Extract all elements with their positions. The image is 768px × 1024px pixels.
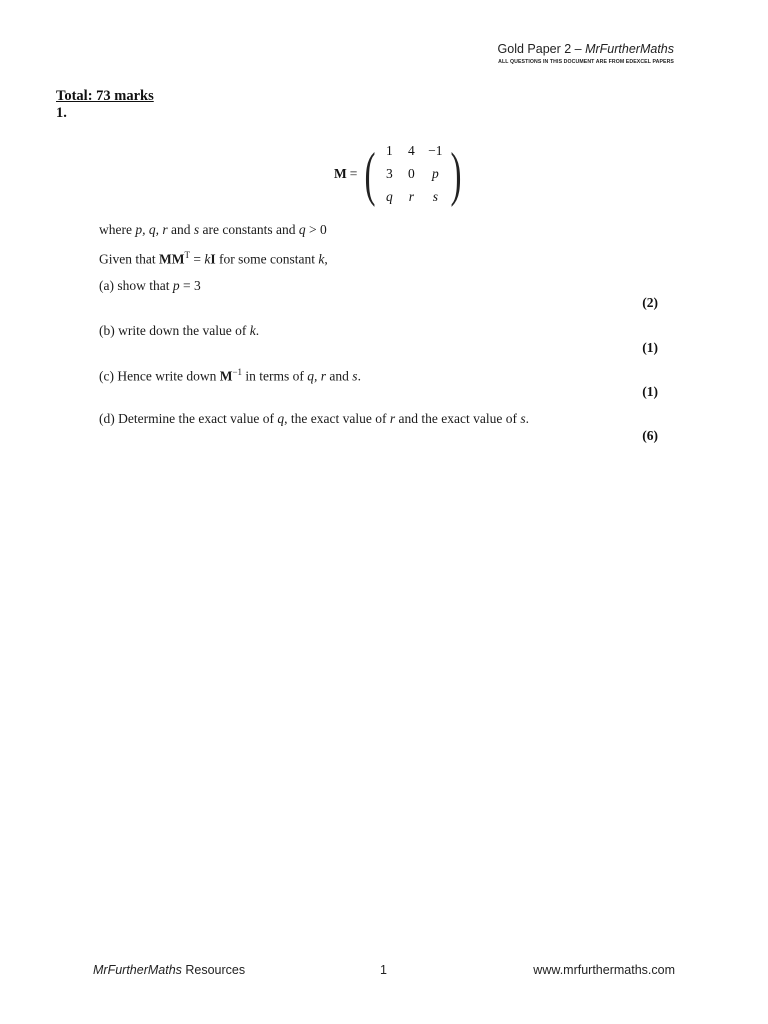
part-b-marks: (1): [642, 340, 658, 355]
part-a: (a) show that p = 3: [99, 278, 201, 293]
matrix-cell: 4: [407, 143, 415, 158]
matrix-equals: =: [349, 166, 358, 181]
question-number: 1.: [56, 105, 67, 121]
part-a-marks: (2): [642, 295, 658, 310]
question-given: Given that $MM^T$ = kI for some constant k,: [99, 250, 328, 267]
question-intro: where p, q, r and s are constants and q > 0: [99, 222, 327, 237]
left-paren: (: [364, 141, 376, 207]
page-header: [498, 42, 674, 65]
matrix-grid: [378, 143, 448, 205]
page-number: 1: [380, 963, 387, 977]
header-title: Gold Paper 2 – MrFurtherMaths: [497, 42, 674, 56]
part-d: (d) Determine the exact value of q, the exact value of r and the exact value of s.: [99, 411, 529, 426]
matrix-cell: −1: [428, 143, 443, 158]
footer-url: www.mrfurthermaths.com: [533, 963, 675, 977]
footer-left: MrFurtherMaths Resources: [93, 963, 246, 977]
matrix-name: M: [334, 166, 347, 181]
matrix-cell: q: [385, 189, 393, 204]
matrix-cell: 1: [385, 143, 393, 158]
part-d-marks: (6): [642, 428, 658, 443]
total-marks: Total: 73 marks: [56, 88, 154, 104]
header-subtitle: ALL QUESTIONS IN THIS DOCUMENT ARE FROM EDEXCEL PAPERS: [498, 59, 674, 65]
matrix-cell: r: [408, 189, 414, 204]
matrix-definition: [334, 143, 466, 205]
part-b: (b) write down the value of k.: [99, 323, 260, 338]
right-paren: ): [450, 141, 462, 207]
matrix-cell: 0: [407, 166, 415, 181]
header-brand: MrFurtherMaths: [585, 42, 674, 56]
matrix-cell: s: [432, 189, 438, 204]
matrix-cell: p: [431, 166, 439, 181]
matrix-cell: 3: [385, 166, 393, 181]
part-c: (c) Hence write down $M^{-1}$ in terms of q, r and s.: [99, 367, 361, 384]
part-c-marks: (1): [642, 384, 658, 399]
